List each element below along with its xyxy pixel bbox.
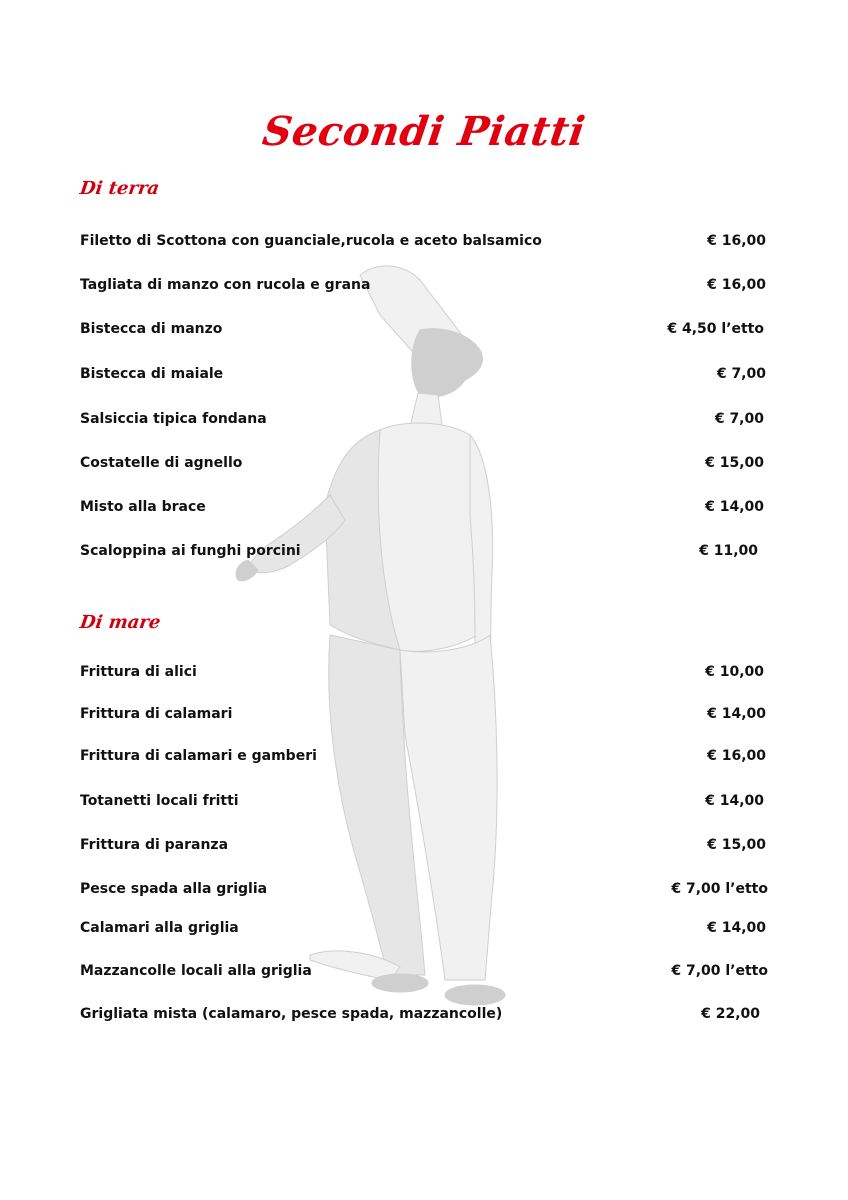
menu-item — [80, 233, 766, 253]
item-name: Tagliata di manzo con rucola e grana — [80, 277, 371, 293]
item-name: Misto alla brace — [80, 499, 206, 515]
item-price: € 4,50 l’etto — [667, 321, 764, 337]
menu-item — [80, 1006, 766, 1026]
page-title: Secondi Piatti — [259, 108, 589, 155]
item-price: € 16,00 — [707, 277, 766, 293]
menu-item — [80, 920, 766, 940]
menu-item — [80, 321, 766, 341]
item-name: Frittura di calamari — [80, 706, 233, 722]
menu-item — [80, 411, 766, 431]
item-price: € 14,00 — [705, 793, 764, 809]
item-name: Totanetti locali fritti — [80, 793, 239, 809]
menu-item — [80, 664, 766, 684]
item-price: € 15,00 — [707, 837, 766, 853]
item-price: € 7,00 — [714, 411, 764, 427]
menu-item — [80, 499, 766, 519]
right-shoe-shape — [445, 985, 505, 1005]
item-name: Frittura di calamari e gamberi — [80, 748, 317, 764]
item-price: € 22,00 — [701, 1006, 760, 1022]
menu-item — [80, 277, 766, 297]
section-title-di-mare: Di mare — [78, 612, 162, 633]
item-name: Pesce spada alla griglia — [80, 881, 268, 897]
section-title-di-terra: Di terra — [78, 178, 161, 199]
item-price: € 7,00 — [716, 366, 766, 382]
menu-item — [80, 793, 766, 813]
item-name: Salsiccia tipica fondana — [80, 411, 267, 427]
item-price: € 14,00 — [707, 706, 766, 722]
item-name: Bistecca di manzo — [80, 321, 223, 337]
menu-item — [80, 366, 766, 386]
menu-item — [80, 963, 766, 983]
item-price: € 14,00 — [705, 499, 764, 515]
item-name: Scaloppina ai funghi porcini — [80, 543, 301, 559]
item-price: € 15,00 — [705, 455, 764, 471]
item-price: € 7,00 l’etto — [671, 963, 768, 979]
menu-item — [80, 837, 766, 857]
item-name: Calamari alla griglia — [80, 920, 239, 936]
item-price: € 10,00 — [705, 664, 764, 680]
item-price: € 7,00 l’etto — [671, 881, 768, 897]
menu-item — [80, 706, 766, 726]
item-price: € 14,00 — [707, 920, 766, 936]
item-name: Filetto di Scottona con guanciale,rucola e aceto balsamico — [80, 233, 542, 249]
item-name: Mazzancolle locali alla griglia — [80, 963, 312, 979]
menu-item — [80, 881, 766, 901]
item-name: Bistecca di maiale — [80, 366, 224, 382]
menu-item — [80, 543, 766, 563]
menu-item — [80, 748, 766, 768]
item-name: Frittura di alici — [80, 664, 197, 680]
item-price: € 16,00 — [707, 748, 766, 764]
item-price: € 16,00 — [707, 233, 766, 249]
item-name: Frittura di paranza — [80, 837, 229, 853]
item-name: Grigliata mista (calamaro, pesce spada, mazzancolle) — [80, 1006, 503, 1022]
item-name: Costatelle di agnello — [80, 455, 243, 471]
menu-item — [80, 455, 766, 475]
item-price: € 11,00 — [699, 543, 758, 559]
